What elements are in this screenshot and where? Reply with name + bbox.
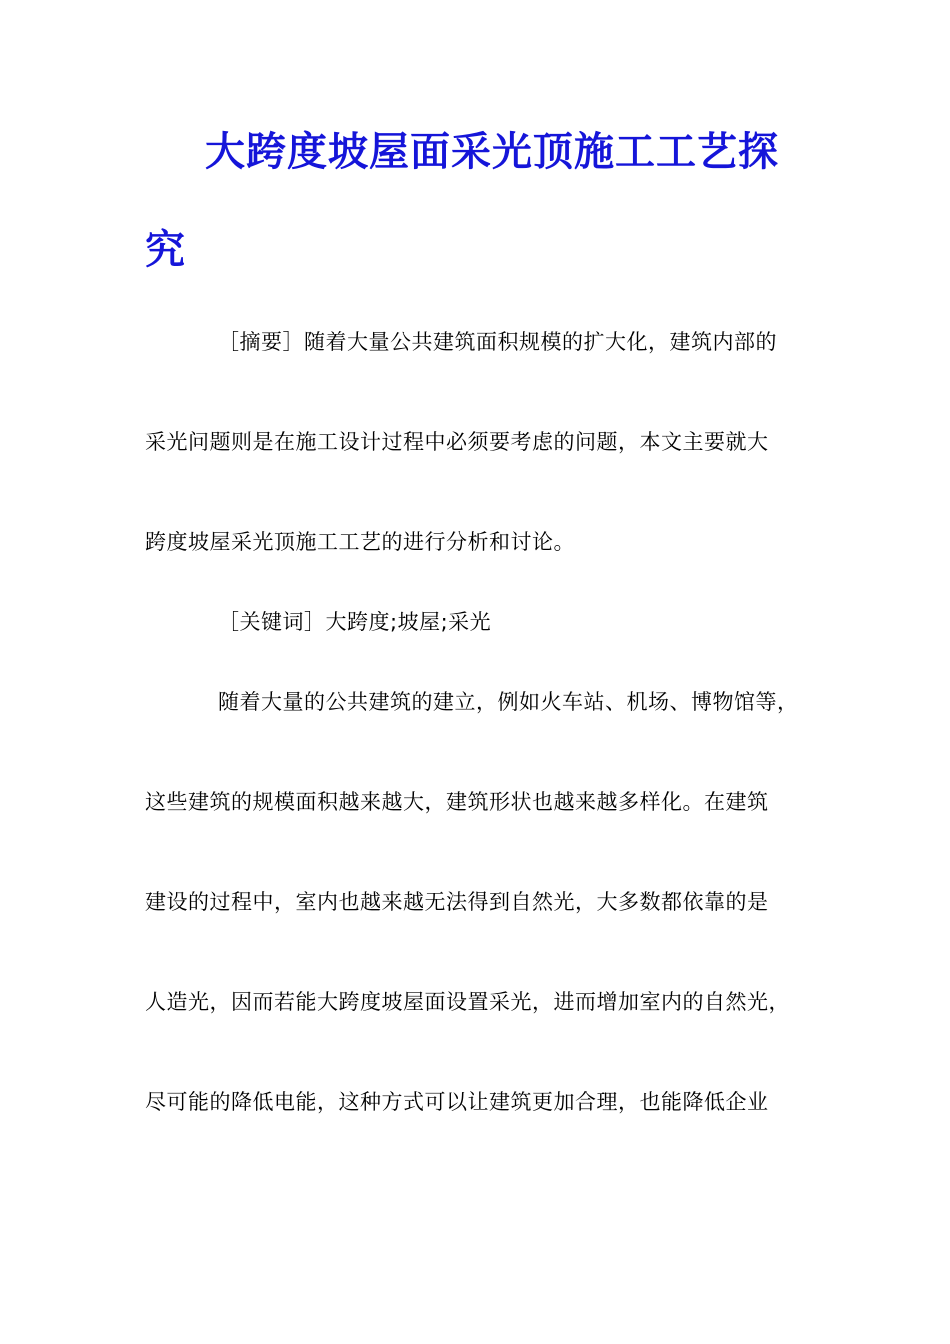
document-title-line-2: 究 bbox=[145, 226, 185, 273]
body-line-3: 建设的过程中，室内也越来越无法得到自然光，大多数都依靠的是 bbox=[145, 890, 769, 914]
body-line-5: 尽可能的降低电能，这种方式可以让建筑更加合理，也能降低企业 bbox=[145, 1090, 769, 1114]
body-line-2: 这些建筑的规模面积越来越大，建筑形状也越来越多样化。在建筑 bbox=[145, 790, 769, 814]
abstract-line-1: ［摘要］随着大量公共建筑面积规模的扩大化，建筑内部的 bbox=[218, 330, 777, 354]
abstract-line-3: 跨度坡屋采光顶施工工艺的进行分析和讨论。 bbox=[145, 530, 575, 554]
document-title-line-1: 大跨度坡屋面采光顶施工工艺探 bbox=[205, 128, 779, 175]
abstract-line-2: 采光问题则是在施工设计过程中必须要考虑的问题，本文主要就大 bbox=[145, 430, 769, 454]
body-line-4: 人造光，因而若能大跨度坡屋面设置采光，进而增加室内的自然光， bbox=[145, 990, 790, 1014]
keywords-line: ［关键词］大跨度;坡屋;采光 bbox=[218, 610, 492, 634]
body-line-1: 随着大量的公共建筑的建立，例如火车站、机场、博物馆等， bbox=[218, 690, 799, 714]
